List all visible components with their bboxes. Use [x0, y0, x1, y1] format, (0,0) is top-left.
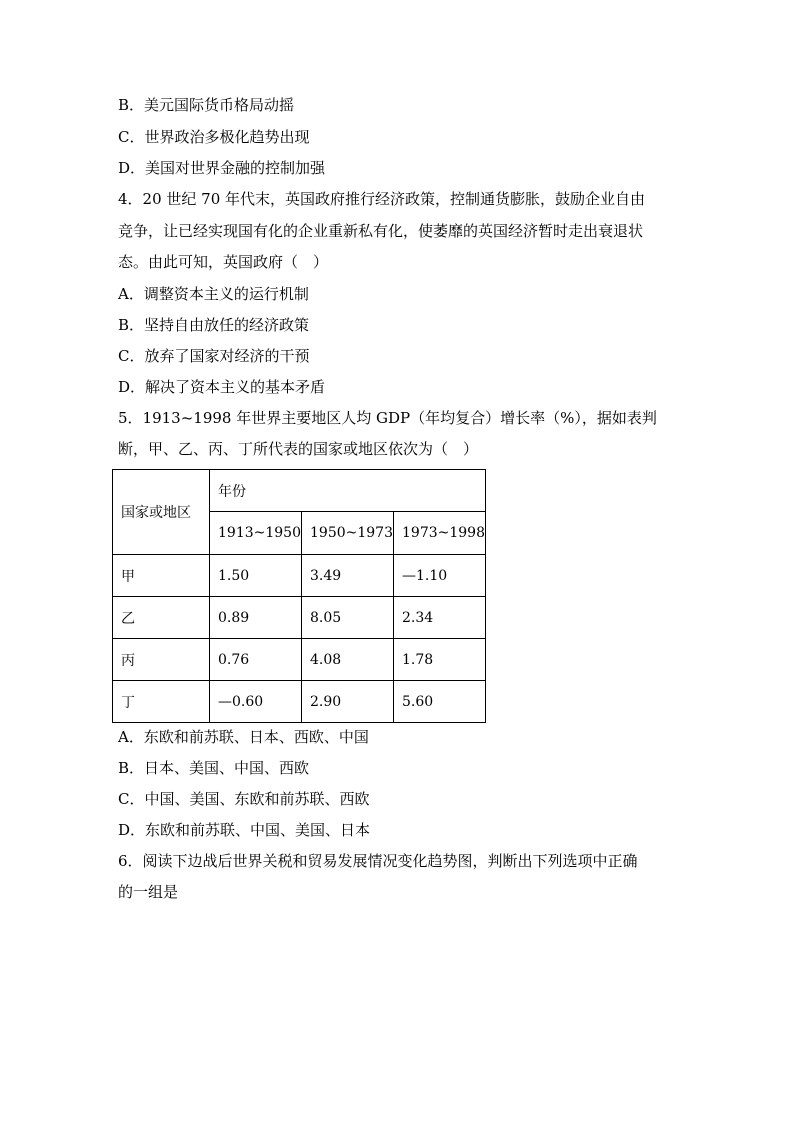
value-cell: 8.05: [302, 597, 394, 639]
country-cell: 乙: [113, 597, 210, 639]
period-header: 1973~1998: [394, 512, 486, 555]
question-stem-line: 竞争，让已经实现国有化的企业重新私有化，使萎靡的英国经济暂时走出衰退状: [118, 222, 644, 240]
table-row: [113, 555, 486, 597]
option-c: C．中国、美国、东欧和前苏联、西欧: [118, 790, 370, 808]
question-stem-line: 态。由此可知，英国政府（ ）: [118, 253, 329, 271]
option-d: D．美国对世界金融的控制加强: [118, 159, 326, 177]
option-c: C．放弃了国家对经济的干预: [118, 347, 310, 365]
option-a: A．东欧和前苏联、日本、西欧、中国: [118, 728, 369, 746]
option-b: B．坚持自由放任的经济政策: [118, 316, 310, 334]
country-cell: 丁: [113, 681, 210, 723]
value-cell: 2.90: [302, 681, 394, 723]
table-row: [113, 597, 486, 639]
value-cell: 2.34: [394, 597, 486, 639]
question-stem-line: 断，甲、乙、丙、丁所代表的国家或地区依次为（ ）: [118, 440, 479, 458]
value-cell: 3.49: [302, 555, 394, 597]
table-row-header: 国家或地区: [113, 470, 210, 555]
question-stem-line: 6．阅读下边战后世界关税和贸易发展情况变化趋势图，判断出下列选项中正确: [118, 852, 638, 870]
period-header: 1950~1973: [302, 512, 394, 555]
value-cell: 0.89: [210, 597, 302, 639]
option-c: C．世界政治多极化趋势出现: [118, 128, 310, 146]
value-cell: 1.78: [394, 639, 486, 681]
table-row: [113, 681, 486, 723]
option-a: A．调整资本主义的运行机制: [118, 285, 309, 303]
value-cell: —1.10: [394, 555, 486, 597]
option-d: D．东欧和前苏联、中国、美国、日本: [118, 821, 371, 839]
value-cell: 0.76: [210, 639, 302, 681]
value-cell: 5.60: [394, 681, 486, 723]
value-cell: 4.08: [302, 639, 394, 681]
period-header: 1913~1950: [210, 512, 302, 555]
option-b: B．日本、美国、中国、西欧: [118, 759, 310, 777]
table-row: [113, 639, 486, 681]
question-stem-line: 4．20 世纪 70 年代末，英国政府推行经济政策，控制通货膨胀，鼓励企业自由: [118, 190, 646, 208]
gdp-growth-table: [112, 469, 486, 723]
value-cell: 1.50: [210, 555, 302, 597]
option-b: B．美元国际货币格局动摇: [118, 96, 295, 114]
question-stem-line: 5．1913~1998 年世界主要地区人均 GDP（年均复合）增长率（%），据如表判: [118, 409, 657, 427]
country-cell: 丙: [113, 639, 210, 681]
table-group-header: 年份: [210, 470, 486, 512]
country-cell: 甲: [113, 555, 210, 597]
question-stem-line: 的一组是: [118, 883, 179, 901]
value-cell: —0.60: [210, 681, 302, 723]
option-d: D．解决了资本主义的基本矛盾: [118, 378, 326, 396]
